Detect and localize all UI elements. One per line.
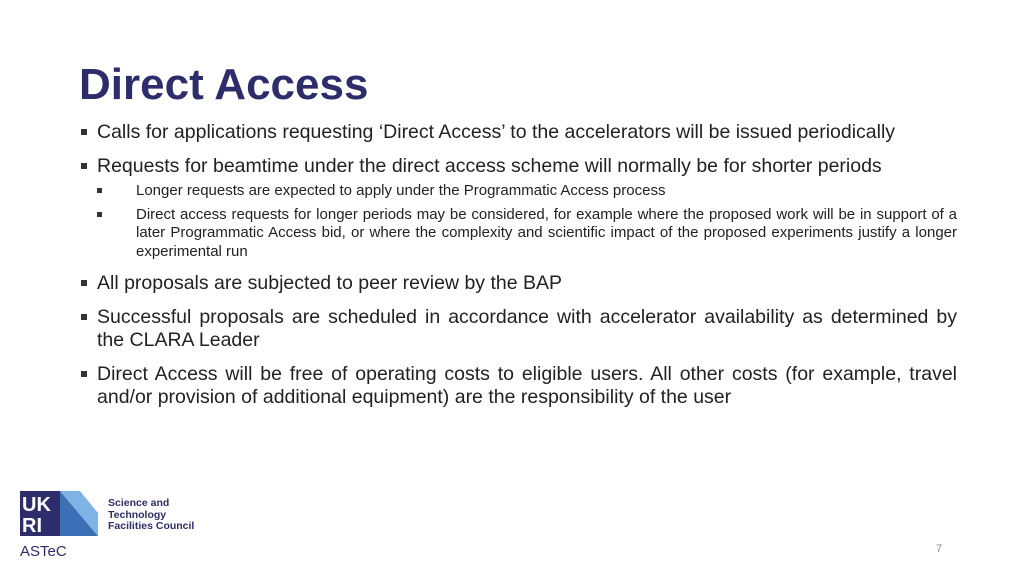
square-bullet-icon — [97, 212, 102, 217]
bullet-list — [79, 121, 957, 420]
bullet-item — [79, 306, 957, 352]
organization-label: ASTeC — [20, 543, 67, 560]
slide-title: Direct Access — [79, 60, 369, 109]
square-bullet-icon — [81, 163, 87, 169]
ukri-logo-icon — [20, 491, 98, 536]
sub-bullet-text: Direct access requests for longer periods may be considered, for example where the proposed work will be in support of a later Programmatic Access bid, or where the complexity and scientific impact of the proposed experiments justify a longer experimental run — [136, 205, 957, 260]
sub-bullet-list — [97, 182, 957, 261]
bullet-item — [79, 155, 957, 261]
bullet-text: Successful proposals are scheduled in accordance with accelerator availability as determined by the CLARA Leader — [97, 306, 957, 351]
bullet-item — [79, 363, 957, 409]
bullet-text: Direct Access will be free of operating costs to eligible users. All other costs (for example, travel and/or provision of additional equipment) are the responsibility of the user — [97, 363, 957, 408]
page-number: 7 — [936, 543, 943, 555]
square-bullet-icon — [81, 371, 87, 377]
square-bullet-icon — [81, 129, 87, 135]
sub-bullet-item — [79, 182, 957, 201]
logo-line: Science and — [108, 497, 170, 509]
stfc-logo-text — [108, 498, 194, 533]
svg-text:UK: UK — [22, 494, 51, 516]
logo-line: Facilities Council — [108, 520, 195, 532]
bullet-text: Requests for beamtime under the direct access scheme will normally be for shorter periods — [97, 155, 882, 177]
logo-line: Technology — [108, 508, 167, 521]
bullet-item — [79, 272, 957, 295]
square-bullet-icon — [81, 280, 87, 286]
svg-text:RI: RI — [22, 515, 42, 536]
bullet-text: All proposals are subjected to peer review by the BAP — [97, 272, 563, 294]
bullet-item — [79, 121, 957, 144]
sub-bullet-item — [79, 206, 957, 262]
square-bullet-icon — [97, 188, 102, 193]
square-bullet-icon — [81, 314, 87, 320]
bullet-text: Calls for applications requesting ‘Direct Access’ to the accelerators will be issued periodically — [97, 121, 896, 143]
sub-bullet-text: Longer requests are expected to apply under the Programmatic Access process — [136, 182, 666, 199]
